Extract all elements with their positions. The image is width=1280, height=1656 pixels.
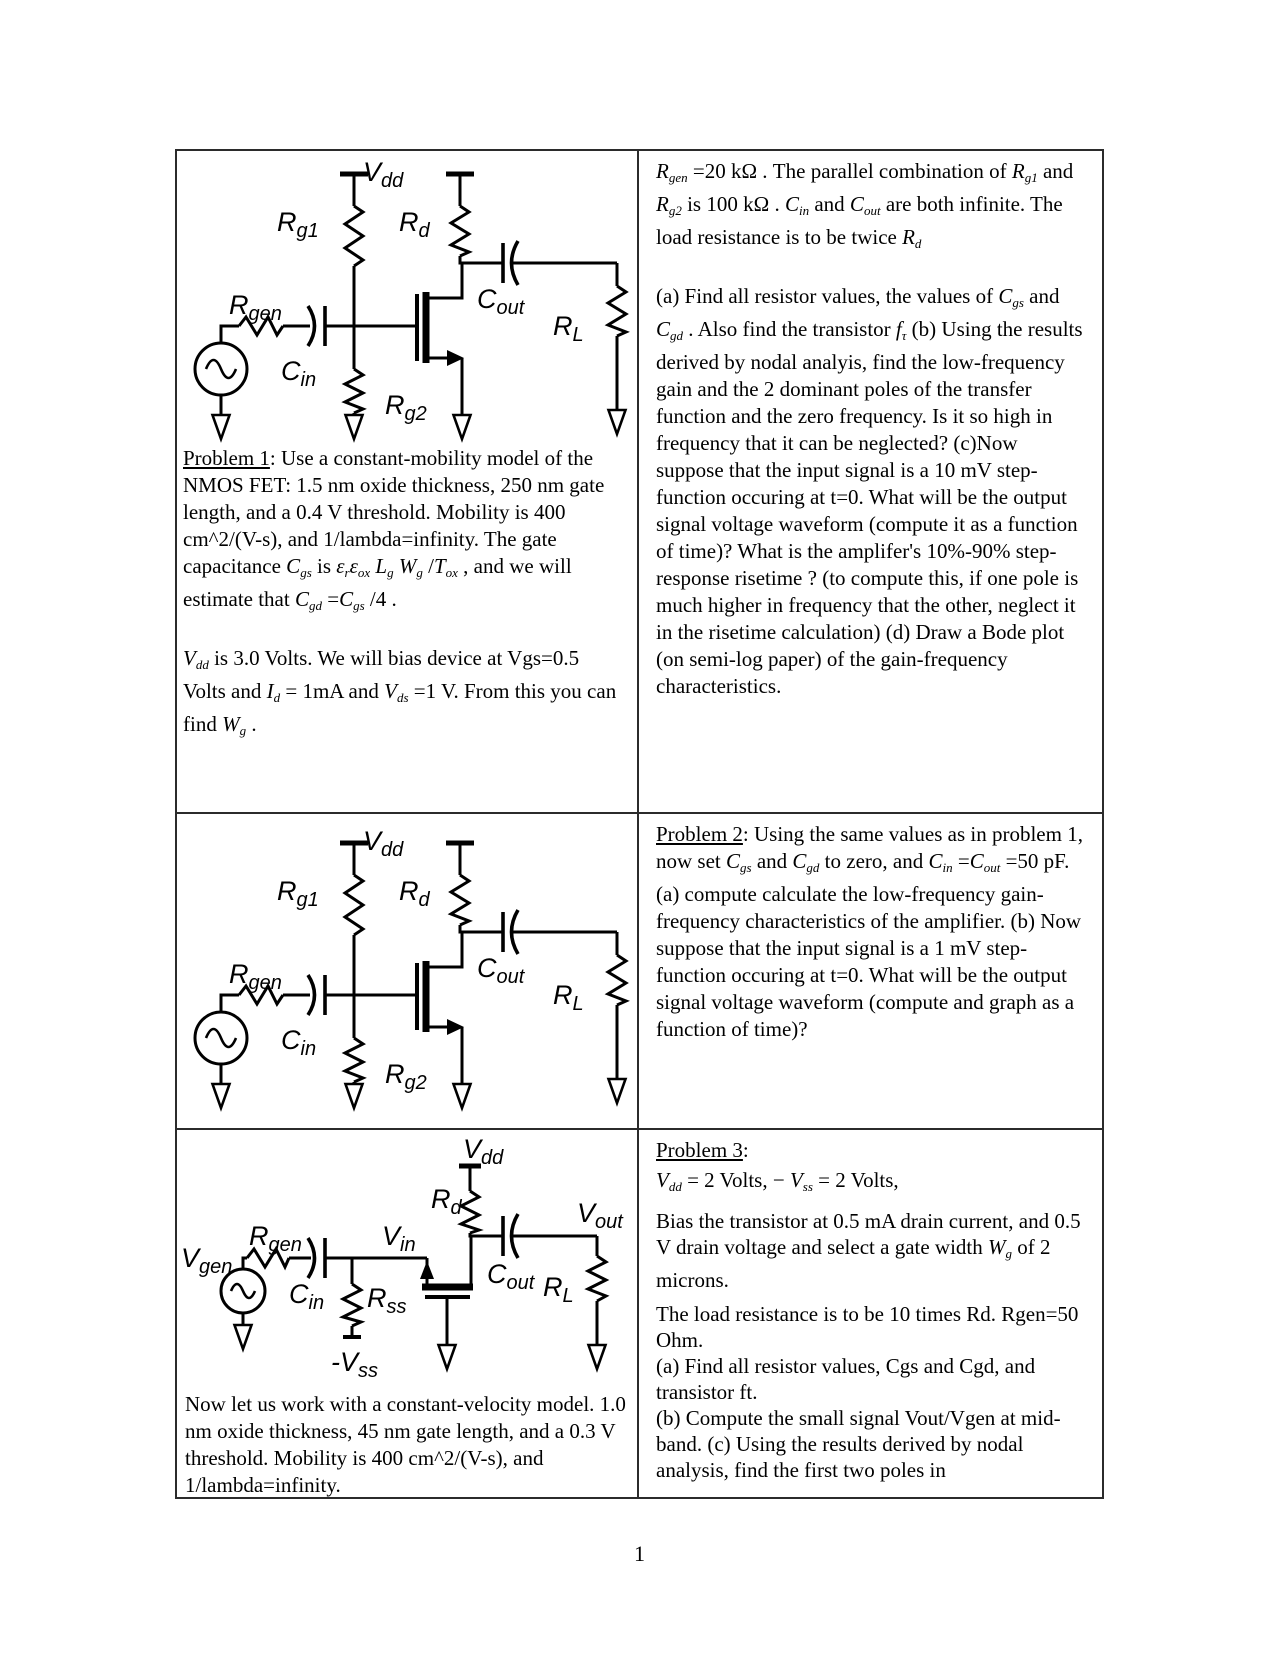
- problems-table: [175, 149, 1104, 1499]
- resistor-rg2: [345, 1038, 363, 1082]
- wire: [243, 1258, 247, 1269]
- problem1-statement: [177, 445, 637, 744]
- capacitor-cin: [308, 975, 325, 1015]
- problem2-questions-cell: [639, 814, 1102, 1130]
- wire: [470, 1233, 503, 1236]
- ground-symbol: [609, 410, 626, 434]
- source-arrow-icon: [420, 1261, 434, 1279]
- label-rd: $R_d$: [431, 1184, 462, 1219]
- label-rg1: $R_{g1}$: [277, 876, 319, 911]
- nmos-transistor: [417, 932, 464, 1085]
- ground-symbol: [439, 1345, 456, 1369]
- resistor-rl: [588, 1256, 606, 1301]
- problem1-questions-cell: [639, 151, 1102, 814]
- label-cin: $C_{in}$: [289, 1279, 325, 1314]
- ground-symbol: [589, 1345, 606, 1369]
- ground-symbol: [213, 1084, 230, 1108]
- label-rgen: $R_{gen}$: [229, 290, 282, 325]
- nmos-transistor: [420, 1236, 473, 1346]
- problem3-note-paragraph: Now let us work with a constant-velocity model. 1.0 nm oxide thickness, 45 nm gate length, and a 0.3 V threshold. Mobility is 400 cm^2/(V-s), and 1/lambda=infinity.: [185, 1392, 626, 1497]
- circuit-common-source-1: [177, 151, 637, 451]
- sine-wave-icon: [206, 360, 236, 378]
- resistor-rd: [461, 1191, 479, 1233]
- label-cin: $C_{in}$: [281, 1025, 317, 1060]
- label-rd: $R_d$: [399, 207, 430, 242]
- ground-symbol: [346, 415, 363, 439]
- problem3-questions-cell: [639, 1130, 1102, 1497]
- label-cout: $C_{out}$: [487, 1259, 535, 1294]
- problem3-part-bc: (b) Compute the small signal Vout/Vgen at mid-band. (c) Using the results derived by nodal analysis, find the first two poles in: [656, 1406, 1061, 1482]
- wire: [221, 995, 239, 1012]
- label-rgen: $R_{gen}$: [229, 959, 282, 994]
- resistor-rss: [343, 1284, 361, 1326]
- sine-wave-icon: [206, 1029, 236, 1047]
- label-rg2: $R_{g2}$: [385, 1059, 427, 1094]
- problem2-paragraph: Problem 2: Using the same values as in problem 1, now set Cgs and Cgd to zero, and Cin =Cout =50 pF. (a) compute calculate the low-frequency gain-frequency characteristics of the amplifier. (b) Now suppose that the input signal is a 1 mV step-function occuring at t=0. What will be the output signal voltage waveform (compute and graph as a function of time)?: [656, 822, 1083, 1041]
- problem3-part-a: (a) Find all resistor values, Cgs and Cgd, and transistor ft.: [656, 1354, 1036, 1404]
- ground-symbol: [346, 1084, 363, 1108]
- ground-symbol: [213, 415, 230, 439]
- label-vss: $-V_{ss}$: [331, 1347, 378, 1382]
- resistor-rg1: [345, 206, 363, 266]
- capacitor-cin: [308, 306, 325, 346]
- resistor-rd: [451, 875, 469, 925]
- problem1-paragraph-1: Problem 1: Use a constant-mobility model of the NMOS FET: 1.5 nm oxide thickness, 250 nm gate length, and a 0.4 V threshold. Mobility is 400 cm^2/(V-s), and 1/lambda=infinity. The gate capacitance Cgs is εrεox Lg Wg /Tox , and we will estimate that Cgd =Cgs /4 .: [183, 446, 605, 613]
- label-vgen: $V_{gen}$: [181, 1243, 233, 1278]
- label-rss: $R_{ss}$: [367, 1283, 407, 1318]
- label-rd: $R_d$: [399, 876, 430, 911]
- problem1-circuit-cell: [177, 151, 639, 814]
- problem2-circuit-cell: [177, 814, 639, 1130]
- label-vdd: $V_{dd}$: [363, 157, 404, 192]
- label-rl: $R_L$: [543, 1272, 574, 1307]
- wire: [460, 925, 503, 932]
- ground-symbol: [454, 1084, 471, 1108]
- wire: [221, 326, 239, 343]
- label-rg1: $R_{g1}$: [277, 207, 319, 242]
- problem1-paragraph-2: Vdd is 3.0 Volts. We will bias device at Vgs=0.5 Volts and Id = 1mA and Vds =1 V. From this you can find Wg .: [183, 646, 617, 738]
- resistor-rl: [608, 955, 626, 1005]
- ground-symbol: [235, 1325, 252, 1349]
- label-vdd: $V_{dd}$: [363, 826, 404, 861]
- wire: [460, 256, 503, 263]
- problem1-values-paragraph: Rgen =20 kΩ . The parallel combination of Rg1 and Rg2 is 100 kΩ . Cin and Cout are both infinite. The load resistance is to be twice Rd: [656, 159, 1074, 251]
- label-vout: $V_{out}$: [577, 1198, 623, 1233]
- label-vin: $V_{in}$: [382, 1221, 416, 1256]
- resistor-rg1: [345, 875, 363, 935]
- problem3-title: Problem 3:: [656, 1138, 749, 1162]
- nmos-transistor: [417, 263, 464, 416]
- label-cout: $C_{out}$: [477, 953, 525, 988]
- problem3-supplies: Vdd = 2 Volts, − Vss = 2 Volts,: [656, 1168, 899, 1194]
- label-rg2: $R_{g2}$: [385, 390, 427, 425]
- ground-symbol: [454, 415, 471, 439]
- resistor-rg2: [345, 369, 363, 413]
- sine-wave-icon: [231, 1284, 255, 1298]
- page-number: 1: [634, 1541, 645, 1566]
- label-cin: $C_{in}$: [281, 356, 317, 391]
- circuit-common-gate: [177, 1130, 637, 1382]
- resistor-rd: [451, 206, 469, 256]
- label-cout: $C_{out}$: [477, 284, 525, 319]
- ground-symbol: [609, 1079, 626, 1103]
- label-rgen: $R_{gen}$: [249, 1221, 302, 1256]
- problem3-load: The load resistance is to be 10 times Rd. Rgen=50 Ohm.: [656, 1302, 1079, 1352]
- problem1-parts-paragraph: (a) Find all resistor values, the values of Cgs and Cgd . Also find the transistor fτ (b) Using the results derived by nodal analyis, find the low-frequency gain and the 2 dominant poles of the transfer function and the zero frequency. Is it so high in frequency that it can be neglected? (c)Now suppose that the input signal is a 10 mV step-function occuring at t=0. What will be the output signal voltage waveform (compute it as a function of time)? What is the amplifer's 10%-90% step-response risetime ? (to compute this, if one pole is much higher in frequency that the other, neglect it in the risetime calculation) (d) Draw a Bode plot (on semi-log paper) of the gain-frequency characteristics.: [656, 284, 1083, 698]
- problem3-circuit-cell: [177, 1130, 639, 1497]
- label-vdd: $V_{dd}$: [463, 1134, 504, 1169]
- label-rl: $R_L$: [553, 980, 584, 1015]
- resistor-rl: [608, 286, 626, 336]
- problem3-bias: Bias the transistor at 0.5 mA drain current, and 0.5 V drain voltage and select a gate width Wg of 2 microns.: [656, 1209, 1081, 1292]
- problem3-model-note: [177, 1391, 637, 1497]
- circuit-common-source-2: [177, 820, 637, 1120]
- label-rl: $R_L$: [553, 311, 584, 346]
